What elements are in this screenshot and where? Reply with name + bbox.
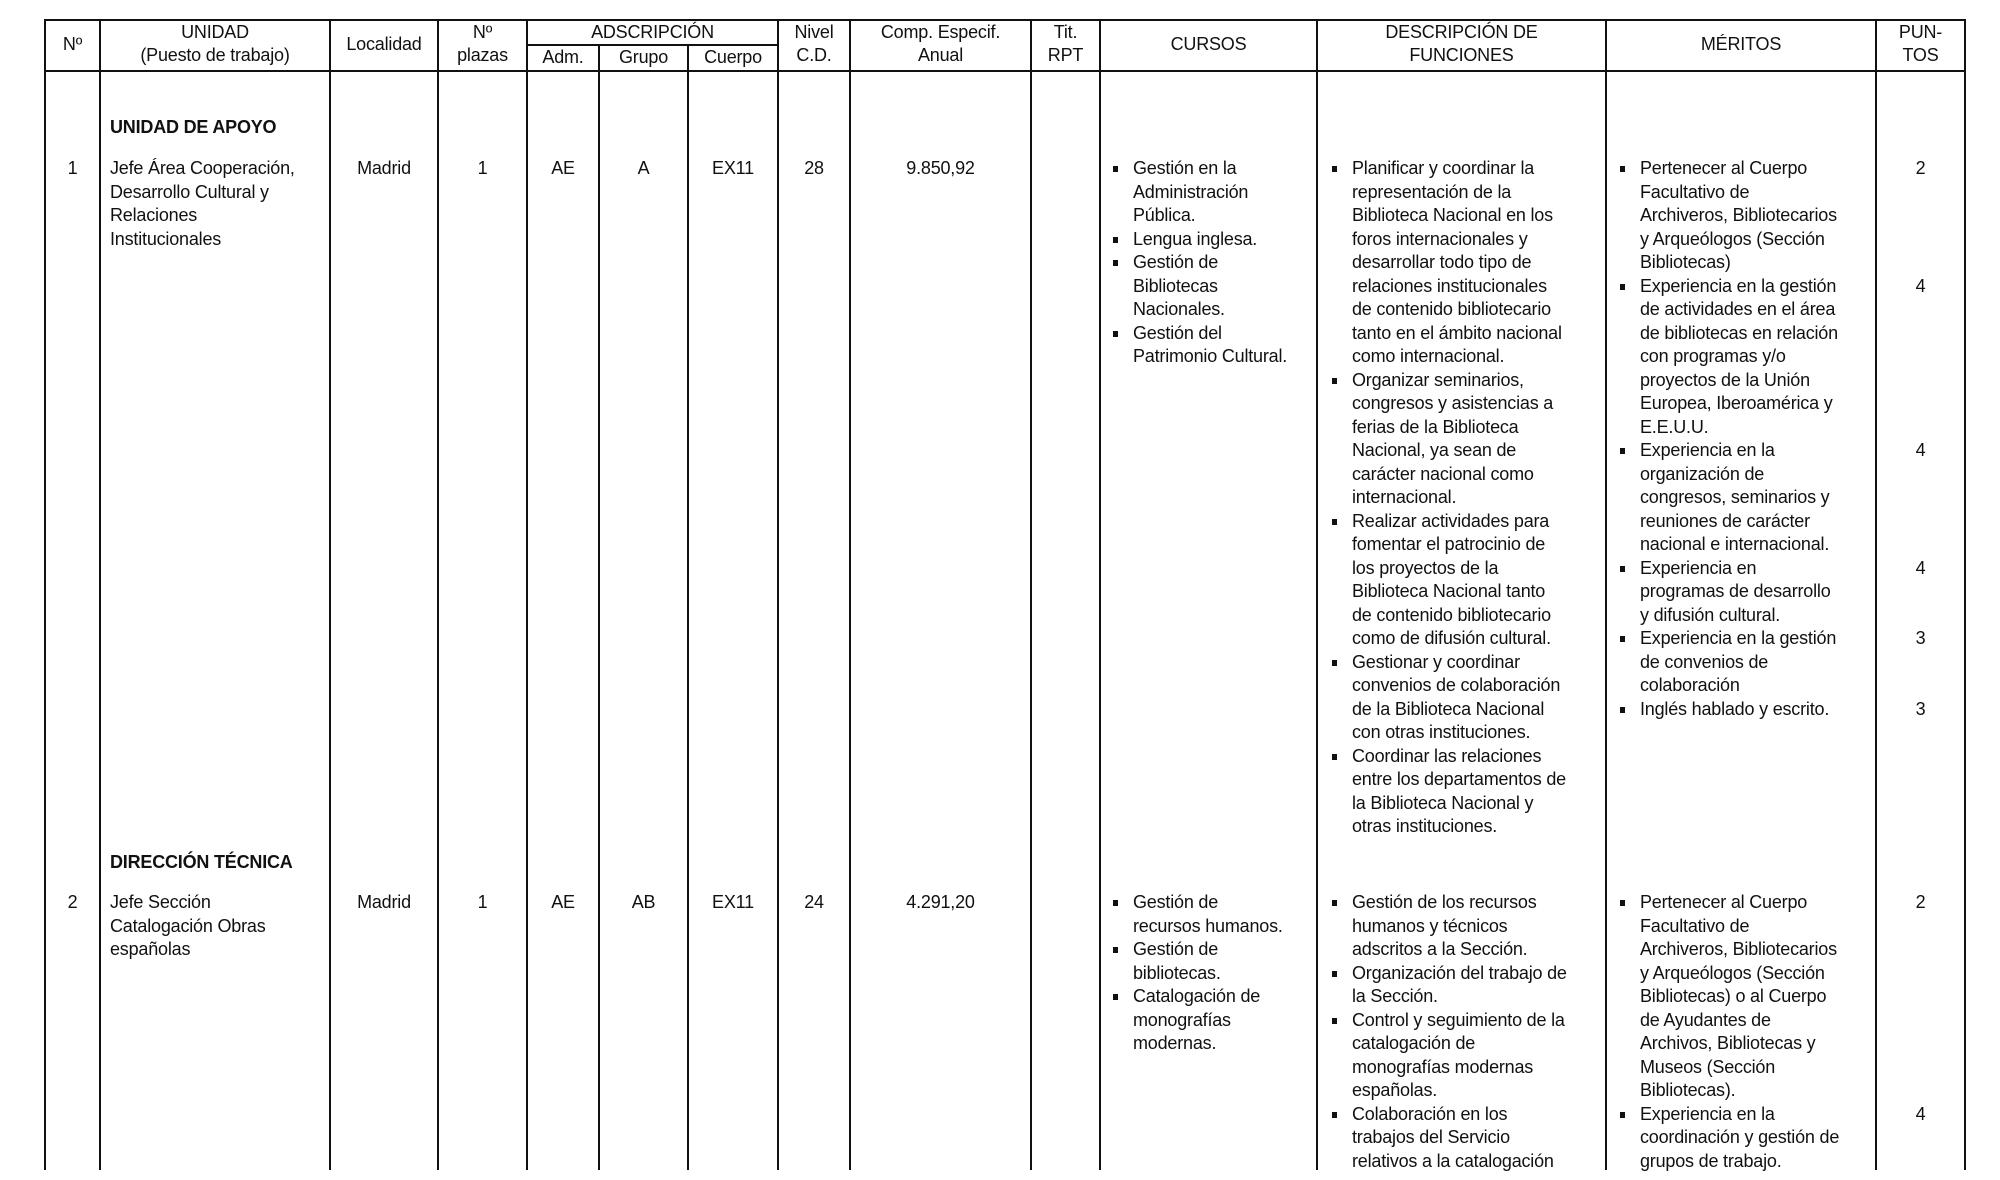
- header-funciones: DESCRIPCIÓN DE FUNCIONES: [1385, 22, 1538, 65]
- row-number: 1: [67, 158, 78, 178]
- header-puntos: PUN- TOS: [1898, 22, 1943, 65]
- list-item: Colaboración en los trabajos del Servicio relativos a la catalogación: [1332, 1103, 1567, 1174]
- column-divider: [1605, 19, 1607, 1170]
- section-title: UNIDAD DE APOYO: [110, 117, 277, 137]
- cuerpo-cell: EX11: [712, 158, 754, 178]
- header-no: Nº: [62, 34, 83, 54]
- merito-item: Experiencia en la gestión de convenios de colaboración: [1620, 627, 1838, 698]
- column-divider: [437, 19, 439, 1170]
- list-item: Coordinar las relaciones entre los departamentos de la Biblioteca Nacional y otras instituciones.: [1332, 745, 1566, 839]
- merito-item: Experiencia en la organización de congresos, seminarios y reuniones de carácter nacional e internacional.: [1620, 439, 1838, 557]
- list-item: Gestión del Patrimonio Cultural.: [1113, 322, 1287, 369]
- header-tit: Tit. RPT: [1047, 22, 1084, 65]
- header-adscripcion: ADSCRIPCIÓN: [591, 22, 714, 42]
- plazas-cell: 1: [477, 158, 488, 178]
- column-divider: [777, 19, 779, 1170]
- header-comp: Comp. Especif. Anual: [880, 22, 1001, 65]
- merito-item: Pertenecer al Cuerpo Facultativo de Archiveros, Bibliotecarios y Arqueólogos (Sección Bibliotecas) o al Cuerpo de Ayudantes de Archivos, Bibliotecas y Museos (Sección Bibliotecas).: [1620, 891, 1839, 1103]
- grupo-cell: AB: [631, 892, 656, 912]
- list-item: Control y seguimiento de la catalogación de monografías modernas españolas.: [1332, 1009, 1567, 1103]
- funciones-list: [1332, 891, 1567, 1173]
- puntos-value: 2: [1915, 158, 1926, 178]
- adm-cell: AE: [551, 158, 575, 178]
- grupo-cell: A: [637, 158, 650, 178]
- unidad-cell: Jefe Área Cooperación, Desarrollo Cultural y Relaciones Institucionales: [110, 158, 295, 249]
- section-title: DIRECCIÓN TÉCNICA: [110, 852, 293, 872]
- header-unidad: UNIDAD (Puesto de trabajo): [140, 22, 290, 65]
- nivel-cell: 24: [804, 892, 824, 912]
- comp-cell: 9.850,92: [906, 158, 975, 178]
- meritos-list: [1620, 157, 1838, 721]
- puntos-value: 4: [1915, 558, 1926, 578]
- header-cursos: CURSOS: [1170, 34, 1247, 54]
- puntos-value: 2: [1915, 892, 1926, 912]
- merito-item: Experiencia en la gestión de actividades en el área de bibliotecas en relación con programas y/o proyectos de la Unión Europea, Iberoamérica y E.E.U.U.: [1620, 275, 1838, 440]
- cursos-list: [1113, 891, 1283, 1056]
- localidad-cell: Madrid: [357, 158, 411, 178]
- puntos-value: 4: [1915, 440, 1926, 460]
- list-item: Planificar y coordinar la representación de la Biblioteca Nacional en los foros internacionales y desarrollar todo tipo de relaciones institucionales de contenido bibliotecario tanto en el ámbito nacional como internacional.: [1332, 157, 1566, 369]
- row-number: 2: [67, 892, 78, 912]
- merito-item: Pertenecer al Cuerpo Facultativo de Archiveros, Bibliotecarios y Arqueólogos (Sección Bibliotecas): [1620, 157, 1838, 275]
- list-item: Catalogación de monografías modernas.: [1113, 985, 1283, 1056]
- list-item: Realizar actividades para fomentar el patrocinio de los proyectos de la Biblioteca Nacional tanto de contenido bibliotecario como de difusión cultural.: [1332, 510, 1566, 651]
- header-grupo: Grupo: [618, 47, 669, 67]
- puntos-value: 3: [1915, 699, 1926, 719]
- nivel-cell: 28: [804, 158, 824, 178]
- column-divider: [44, 19, 46, 1170]
- list-item: Gestionar y coordinar convenios de colaboración de la Biblioteca Nacional con otras instituciones.: [1332, 651, 1566, 745]
- column-divider: [526, 19, 528, 1170]
- column-divider: [687, 45, 689, 1170]
- column-divider: [1875, 19, 1877, 1170]
- list-item: Lengua inglesa.: [1113, 228, 1287, 252]
- column-divider: [1099, 19, 1101, 1170]
- column-divider: [598, 45, 600, 1170]
- localidad-cell: Madrid: [357, 892, 411, 912]
- header-localidad: Localidad: [346, 34, 422, 54]
- header-plazas: Nº plazas: [457, 22, 508, 65]
- cuerpo-cell: EX11: [712, 892, 754, 912]
- plazas-cell: 1: [477, 892, 488, 912]
- list-item: Gestión de bibliotecas.: [1113, 938, 1283, 985]
- unidad-cell: Jefe Sección Catalogación Obras españolas: [110, 892, 266, 959]
- header-bottom-border: [44, 70, 1966, 72]
- list-item: Gestión en la Administración Pública.: [1113, 157, 1287, 228]
- list-item: Organización del trabajo de la Sección.: [1332, 962, 1567, 1009]
- header-meritos: MÉRITOS: [1700, 34, 1782, 54]
- header-adm: Adm.: [542, 47, 584, 67]
- column-divider: [1964, 19, 1966, 1170]
- puntos-value: 4: [1915, 276, 1926, 296]
- column-divider: [849, 19, 851, 1170]
- puntos-value: 4: [1915, 1104, 1926, 1124]
- merito-item: Experiencia en la coordinación y gestión de grupos de trabajo.: [1620, 1103, 1839, 1174]
- list-item: Organizar seminarios, congresos y asistencias a ferias de la Biblioteca Nacional, ya sean de carácter nacional como internacional.: [1332, 369, 1566, 510]
- header-nivel: Nivel C.D.: [794, 22, 834, 65]
- adm-cell: AE: [551, 892, 575, 912]
- puntos-value: 3: [1915, 628, 1926, 648]
- column-divider: [329, 19, 331, 1170]
- list-item: Gestión de los recursos humanos y técnicos adscritos a la Sección.: [1332, 891, 1567, 962]
- meritos-list: [1620, 891, 1839, 1173]
- merito-item: Inglés hablado y escrito.: [1620, 698, 1838, 722]
- column-divider: [1030, 19, 1032, 1170]
- funciones-list: [1332, 157, 1566, 839]
- list-item: Gestión de recursos humanos.: [1113, 891, 1283, 938]
- cursos-list: [1113, 157, 1287, 369]
- column-divider: [99, 19, 101, 1170]
- header-cuerpo: Cuerpo: [704, 47, 762, 67]
- list-item: Gestión de Bibliotecas Nacionales.: [1113, 251, 1287, 322]
- merito-item: Experiencia en programas de desarrollo y difusión cultural.: [1620, 557, 1838, 628]
- column-divider: [1316, 19, 1318, 1170]
- comp-cell: 4.291,20: [906, 892, 975, 912]
